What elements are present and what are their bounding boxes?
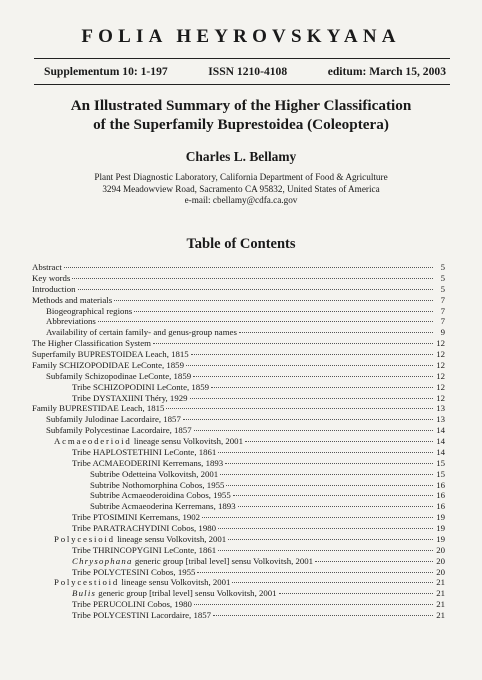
toc-dot-leader — [218, 518, 433, 529]
toc-dot-leader — [218, 442, 433, 453]
toc-entry-label — [32, 273, 70, 284]
journal-title: FOLIA HEYROVSKYANA — [81, 26, 401, 47]
toc-entry-label — [72, 523, 216, 534]
toc-entry-label — [32, 349, 189, 360]
toc-dot-leader — [232, 572, 433, 583]
toc-entry-text: The Higher Classification System — [32, 338, 151, 349]
toc-entry-text: Availability of certain family- and genus-group names — [46, 327, 237, 338]
toc-entry-text: Introduction — [32, 283, 76, 294]
toc-entry-label — [54, 534, 226, 545]
toc-dot-leader — [238, 496, 433, 507]
toc-entry-label — [90, 490, 231, 501]
toc-entry-text: Tribe PTOSIMINI Kerremans, 1902 — [72, 512, 201, 523]
toc-entry-lead: Chrysophana — [72, 555, 133, 566]
toc-entry-label — [46, 316, 96, 327]
editum-date: editum: March 15, 2003 — [327, 65, 446, 78]
author-affiliation — [0, 172, 482, 207]
toc-entry-text: generic group [tribal level] sensu Volkovitsh, 2001 — [98, 588, 277, 599]
toc-dot-leader — [213, 605, 433, 616]
toc-page-number: 7 — [440, 294, 445, 305]
header-rule-bottom — [34, 84, 450, 85]
article-title — [0, 96, 482, 134]
toc-entry-label — [90, 469, 218, 480]
toc-page-number: 7 — [440, 316, 445, 327]
toc-entry-label — [46, 425, 192, 436]
toc-page-number: 21 — [436, 610, 445, 620]
toc-page-number: 20 — [436, 544, 445, 555]
toc-entry-lead: Polycestioid — [54, 577, 120, 588]
toc-page-number: 14 — [436, 436, 445, 446]
toc-dot-leader — [78, 279, 434, 290]
issn: ISSN 1210-4108 — [208, 65, 288, 78]
affiliation-line-1: Plant Pest Diagnostic Laboratory, California Department of Food & Agriculture — [94, 172, 388, 182]
article-title-line-1: An Illustrated Summary of the Higher Classification — [70, 97, 412, 114]
toc-heading: Table of Contents — [186, 236, 296, 252]
toc-page-number: 16 — [436, 490, 445, 501]
toc-dot-leader — [225, 453, 433, 464]
toc-page-number: 19 — [436, 512, 445, 523]
toc-dot-leader — [183, 409, 433, 420]
author-name: Charles L. Bellamy — [185, 149, 297, 164]
toc-entry-label — [32, 403, 164, 414]
toc-entry-label — [54, 577, 230, 588]
toc-dot-leader — [228, 529, 433, 540]
toc-page-number: 12 — [436, 349, 445, 359]
author-email: e-mail: cbellamy@cdfa.ca.gov — [184, 195, 298, 206]
header-rule-top — [34, 58, 450, 59]
toc-page-number: 16 — [436, 501, 445, 512]
toc-dot-leader — [202, 507, 433, 518]
toc-page-number: 5 — [440, 272, 445, 283]
toc-entry-text: Subfamily Julodinae Lacordaire, 1857 — [46, 414, 181, 425]
toc-dot-leader — [279, 583, 433, 594]
toc-entry-text: Subtribe Nothomorphina Cobos, 1955 — [90, 479, 225, 490]
toc-entry-text: Subtribe Odetteina Volkovitsh, 2001 — [90, 468, 219, 479]
toc-entry-text: Biogeographical regions — [46, 305, 133, 316]
toc-page-number: 16 — [436, 479, 445, 490]
toc-entry-text: Key words — [32, 272, 71, 283]
toc-dot-leader — [134, 301, 433, 312]
toc-entry-text: lineage sensu Volkovitsh, 2001 — [117, 533, 227, 544]
toc-page-number: 13 — [436, 403, 445, 414]
toc-entry-label — [32, 295, 112, 306]
toc-page-number: 19 — [436, 533, 445, 544]
toc-entry-label — [32, 338, 151, 349]
toc-page-number: 19 — [436, 523, 445, 533]
toc-page-number: 15 — [436, 468, 445, 479]
table-of-contents — [32, 259, 445, 618]
toc-entry-text: Tribe THRINCOPYGINI LeConte, 1861 — [72, 544, 217, 555]
toc-dot-leader — [194, 420, 433, 431]
toc-page-number: 9 — [440, 327, 445, 338]
toc-entry-text: Subfamily Polycestinae Lacordaire, 1857 — [46, 425, 192, 436]
toc-dot-leader — [211, 377, 433, 388]
toc-entry-text: lineage sensu Volkovitsh, 2001 — [133, 436, 243, 446]
toc-entry-lead: Bulis — [72, 588, 97, 599]
toc-entry-label — [72, 610, 211, 621]
toc-dot-leader — [226, 475, 433, 486]
toc-page-number: 12 — [436, 359, 445, 370]
toc-page-number: 21 — [436, 588, 445, 599]
toc-entry-text: Superfamily BUPRESTOIDEA Leach, 1815 — [32, 349, 189, 359]
toc-page-number: 21 — [436, 599, 445, 610]
toc-dot-leader — [197, 562, 433, 573]
toc-dot-leader — [194, 594, 433, 605]
toc-entry-text: lineage sensu Volkovitsh, 2001 — [121, 577, 231, 588]
supplement-number: Supplementum 10: 1-197 — [44, 65, 168, 78]
toc-dot-leader — [64, 257, 433, 268]
toc-dot-leader — [190, 388, 433, 399]
toc-page-number: 21 — [436, 577, 445, 588]
toc-dot-leader — [245, 431, 433, 442]
toc-dot-leader — [191, 344, 433, 355]
toc-entry-text: Methods and materials — [32, 294, 113, 305]
toc-entry-label — [32, 284, 76, 295]
toc-dot-leader — [220, 464, 433, 475]
toc-dot-leader — [114, 290, 433, 301]
toc-entry-text: Tribe SCHIZOPODINI LeConte, 1859 — [72, 381, 210, 392]
toc-page-number: 15 — [436, 457, 445, 468]
toc-entry-text: Family SCHIZOPODIDAE LeConte, 1859 — [32, 359, 184, 370]
toc-entry-label — [46, 371, 191, 382]
toc-entry-text: Subtribe Acmaeoderoidina Cobos, 1955 — [90, 490, 231, 501]
toc-entry-text: Abstract — [32, 262, 62, 272]
affiliation-line-2: 3294 Meadowview Road, Sacramento CA 95832, United States of America — [102, 183, 380, 194]
toc-entry-text: Family BUPRESTIDAE Leach, 1815 — [32, 403, 165, 414]
toc-dot-leader — [218, 540, 433, 551]
toc-dot-leader — [193, 366, 433, 377]
toc-page-number: 12 — [436, 392, 445, 403]
toc-entry-text: Subfamily Schizopodinae LeConte, 1859 — [46, 370, 192, 381]
toc-page-number: 5 — [440, 283, 445, 294]
toc-entry-label — [72, 382, 209, 393]
toc-entry-label — [72, 458, 223, 469]
toc-page-number: 5 — [440, 262, 445, 272]
toc-page-number: 13 — [436, 414, 445, 425]
toc-page-number: 20 — [436, 555, 445, 566]
toc-entry-label — [72, 599, 192, 610]
publication-meta — [44, 65, 446, 78]
toc-page-number: 14 — [436, 446, 445, 457]
toc-entry-label — [90, 480, 224, 491]
toc-entry-text: Tribe PARATRACHYDINI Cobos, 1980 — [72, 523, 217, 533]
toc-dot-leader — [233, 485, 433, 496]
toc-page-number: 12 — [436, 338, 445, 349]
toc-dot-leader — [166, 398, 433, 409]
toc-dot-leader — [315, 551, 433, 562]
toc-dot-leader — [72, 268, 433, 279]
toc-entry-text: generic group [tribal level] sensu Volkovitsh, 2001 — [134, 555, 314, 566]
toc-page-number: 7 — [440, 305, 445, 316]
toc-entry-text: Tribe POLYCTESINI Cobos, 1955 — [72, 566, 196, 577]
toc-entry-text: Tribe DYSTAXIINI Théry, 1929 — [72, 392, 188, 403]
toc-entry-label — [32, 262, 62, 273]
toc-entry-label — [72, 545, 216, 556]
toc-entry-lead: Acmaeoderioid — [54, 436, 132, 446]
toc-entry-text: Tribe POLYCESTINI Lacordaire, 1857 — [72, 610, 212, 620]
toc-entry-label — [72, 447, 216, 458]
toc-entry-label — [46, 414, 181, 425]
toc-entry-text: Subtribe Acmaeoderina Kerremans, 1893 — [90, 501, 236, 512]
toc-dot-leader — [186, 355, 433, 366]
toc-dot-leader — [239, 322, 433, 333]
toc-page-number: 14 — [436, 425, 445, 436]
toc-dot-leader — [98, 311, 433, 322]
toc-entry-text: Tribe HAPLOSTETHINI LeConte, 1861 — [72, 446, 217, 457]
toc-entry-text: Abbreviations — [46, 316, 96, 327]
toc-entry-label — [32, 360, 184, 371]
article-title-line-2: of the Superfamily Buprestoidea (Coleoptera) — [93, 116, 389, 133]
toc-dot-leader — [153, 333, 433, 344]
toc-page-number: 12 — [436, 381, 445, 392]
toc-entry-label — [54, 436, 243, 447]
toc-entry-label — [72, 567, 195, 578]
toc-entry-text: Tribe PERUCOLINI Cobos, 1980 — [72, 599, 192, 610]
toc-page-number: 20 — [436, 566, 445, 577]
toc-entry-text: Tribe ACMAEODERINI Kerremans, 1893 — [72, 457, 224, 468]
toc-entry-lead: Polycesioid — [54, 533, 115, 544]
toc-page-number: 12 — [436, 370, 445, 381]
toc-entry-label — [72, 512, 200, 523]
